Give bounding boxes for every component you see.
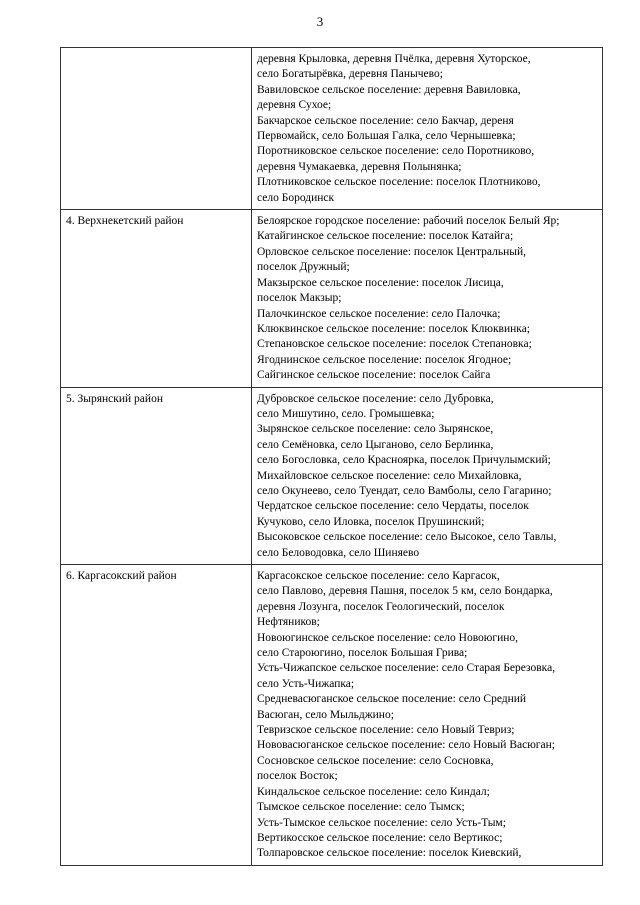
settlement-line: деревня Лозунга, поселок Геологический, поселок bbox=[257, 600, 505, 613]
settlement-line: Чердатское сельское поселение: село Чердаты, поселок bbox=[257, 500, 529, 513]
settlement-line: деревня Сухое; bbox=[257, 99, 332, 112]
settlement-line: деревня Чумакаевка, деревня Полынянка; bbox=[257, 160, 462, 173]
settlement-line: Белоярское городское поселение: рабочий поселок Белый Яр; bbox=[257, 215, 560, 228]
settlement-line: село Бородинск bbox=[257, 191, 335, 204]
settlement-line: Вавиловское сельское поселение: деревня Вавиловка, bbox=[257, 83, 521, 96]
settlement-line: поселок Макзыр; bbox=[257, 292, 342, 305]
settlements-cell bbox=[252, 565, 603, 866]
settlement-line: село Павлово, деревня Пашня, поселок 5 км, село Бондарка, bbox=[257, 585, 553, 598]
table-row bbox=[61, 565, 603, 866]
settlements-cell bbox=[252, 387, 603, 564]
settlement-line: Макзырское сельское поселение: поселок Лисица, bbox=[257, 276, 504, 289]
settlement-line: Каргасокское сельское поселение: село Каргасок, bbox=[257, 570, 500, 582]
table-body bbox=[61, 48, 603, 866]
settlement-line: село Богатырёвка, деревня Панычево; bbox=[257, 68, 443, 81]
settlement-line: Сайгинское сельское поселение: поселок Сайга bbox=[257, 369, 491, 382]
settlement-line: Степановское сельское поселение: поселок Степановка; bbox=[257, 338, 532, 351]
settlement-line: деревня Крыловка, деревня Пчёлка, деревня Хуторское, bbox=[257, 53, 531, 65]
settlement-line: Бакчарское сельское поселение: село Бакчар, дереня bbox=[257, 114, 514, 127]
settlement-line: Ягоднинское сельское поселение: поселок Ягодное; bbox=[257, 353, 512, 366]
settlement-line: Плотниковское сельское поселение: поселок Плотниково, bbox=[257, 176, 541, 189]
settlement-line: Высоковское сельское поселение: село Высокое, село Тавлы, bbox=[257, 531, 557, 544]
settlement-line: поселок Восток; bbox=[257, 770, 338, 783]
settlement-line: село Окунеево, село Туендат, село Вамболы, село Гагарино; bbox=[257, 484, 552, 497]
settlement-line: Клюквинское сельское поселение: поселок Клюквинка; bbox=[257, 322, 531, 335]
settlement-line: Зырянское сельское поселение: село Зырянское, bbox=[257, 423, 494, 436]
settlement-line: Орловское сельское поселение: поселок Центральный, bbox=[257, 245, 526, 258]
settlement-line: Кучуково, село Иловка, поселок Прушинский; bbox=[257, 515, 485, 528]
table-row bbox=[61, 387, 603, 564]
district-name: 6. Каргасокский район bbox=[66, 570, 177, 582]
settlement-line: Вертикосское сельское поселение: село Вертикос; bbox=[257, 831, 503, 844]
settlement-line: Нововасюганское сельское поселение: село Новый Васюган; bbox=[257, 739, 555, 752]
settlement-line: Киндальское сельское поселение: село Киндал; bbox=[257, 785, 490, 798]
district-cell bbox=[61, 565, 252, 866]
district-cell bbox=[61, 48, 252, 210]
settlement-line: поселок Дружный; bbox=[257, 261, 350, 274]
table-row bbox=[61, 210, 603, 387]
settlement-line: Средневасюганское сельское поселение: село Средний bbox=[257, 693, 527, 706]
settlement-line: Усть-Чижапское сельское поселение: село Старая Березовка, bbox=[257, 662, 556, 675]
settlement-line: Михайловское сельское поселение: село Михайловка, bbox=[257, 469, 522, 482]
settlement-line: Первомайск, село Большая Галка, село Чернышевка; bbox=[257, 130, 516, 143]
settlement-line: село Богословка, село Красноярка, поселок Причулымский; bbox=[257, 454, 551, 467]
settlement-line: село Беловодовка, село Шиняево bbox=[257, 546, 420, 559]
settlement-line: Катайгинское сельское поселение: поселок Катайга; bbox=[257, 230, 514, 243]
district-cell bbox=[61, 387, 252, 564]
settlements-cell bbox=[252, 210, 603, 387]
settlement-line: Новоюгинское сельское поселение: село Новоюгино, bbox=[257, 631, 519, 644]
page-number: 3 bbox=[316, 14, 324, 29]
settlement-line: Васюган, село Мыльджино; bbox=[257, 708, 394, 721]
settlements-cell bbox=[252, 48, 603, 210]
table-row bbox=[61, 48, 603, 210]
settlement-line: село Староюгино, поселок Большая Грива; bbox=[257, 647, 468, 660]
settlement-line: село Семёновка, село Цыганово, село Берлинка, bbox=[257, 438, 494, 451]
settlement-line: Толпаровское сельское поселение: поселок Киевский, bbox=[257, 847, 522, 860]
settlement-line: Тевризское сельское поселение: село Новый Тевриз; bbox=[257, 724, 515, 737]
settlement-line: Палочкинское сельское поселение: село Палочка; bbox=[257, 307, 501, 320]
settlement-line: Дубровское сельское поселение: село Дубровка, bbox=[257, 392, 494, 405]
settlement-line: село Усть-Чижапка; bbox=[257, 677, 355, 690]
district-name: 4. Верхнекетский район bbox=[66, 215, 184, 228]
district-cell bbox=[61, 210, 252, 387]
settlement-line: Поротниковское сельское поселение: село Поротниково, bbox=[257, 145, 535, 158]
settlement-line: Нефтяников; bbox=[257, 616, 320, 629]
settlement-line: село Мишутино, село. Громышевка; bbox=[257, 407, 435, 420]
settlements-table bbox=[60, 47, 603, 866]
district-name: 5. Зырянский район bbox=[66, 392, 163, 405]
settlement-line: Сосновское сельское поселение: село Сосновка, bbox=[257, 754, 494, 767]
settlement-line: Тымское сельское поселение: село Тымск; bbox=[257, 801, 465, 814]
settlement-line: Усть-Тымское сельское поселение: село Усть-Тым; bbox=[257, 816, 506, 829]
